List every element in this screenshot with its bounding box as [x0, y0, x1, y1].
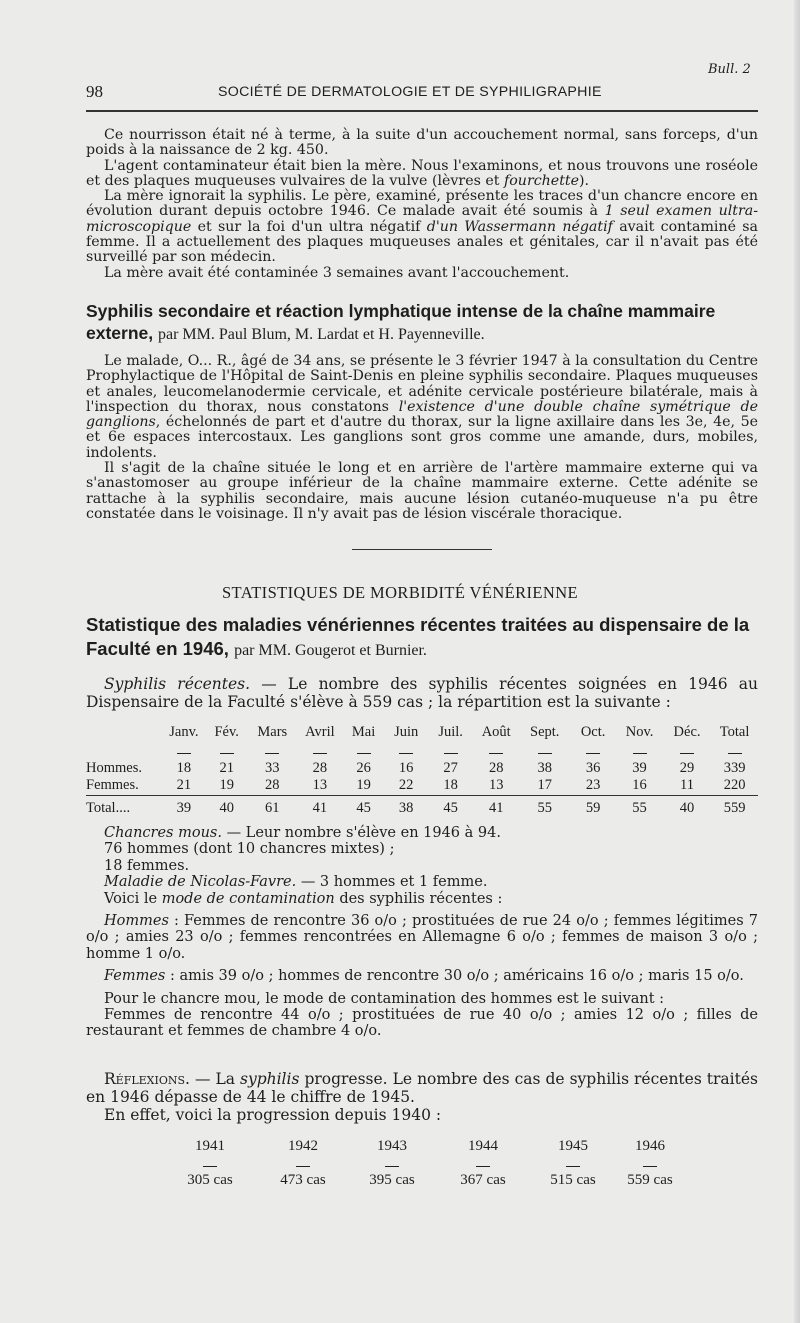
table-cell: 45 — [356, 799, 371, 816]
article-body — [86, 354, 758, 522]
text: Voici le — [104, 890, 158, 907]
dash-row — [86, 742, 758, 759]
dash — [428, 742, 472, 759]
progression-column — [610, 1138, 690, 1189]
month-header: Total — [719, 723, 750, 740]
cases: 559 cas — [627, 1172, 673, 1188]
month-header: Juil. — [438, 723, 463, 740]
paragraph: 18 femmes. — [104, 857, 190, 874]
table-cell: 29 — [679, 759, 695, 776]
header-rule — [86, 110, 758, 112]
paragraph: La mère avait été contaminée 3 semaines avant l'accouchement. — [104, 264, 570, 281]
text: et sur la foi d'un ultra négatif — [197, 218, 421, 235]
page-number: 98 — [86, 82, 103, 101]
table-cell: 40 — [679, 799, 695, 816]
paragraph — [86, 354, 758, 461]
month-header: Avril — [305, 723, 335, 740]
dash — [533, 1155, 613, 1172]
reflexions-section — [86, 1070, 758, 1124]
dash — [170, 1155, 250, 1172]
contamination-section — [86, 825, 758, 1040]
dash — [162, 742, 205, 759]
year: 1944 — [468, 1138, 498, 1154]
table-cell: 45 — [443, 799, 458, 816]
table-cell: 28 — [312, 759, 328, 776]
dash — [711, 742, 758, 759]
italic-text: fourchette — [504, 172, 580, 189]
text: des syphilis récentes : — [339, 890, 503, 907]
table-cell: 40 — [219, 799, 234, 816]
article-title — [86, 613, 758, 663]
dash — [570, 742, 616, 759]
text: L'agent contaminateur était bien la mère. Nous l'examinons, et nous trouvons une roséole et des plaques muqueuses vulvaires de la vulve (lèvres et — [86, 157, 758, 189]
year: 1946 — [635, 1138, 665, 1154]
dash — [248, 742, 297, 759]
table-cell: 39 — [632, 759, 647, 776]
year: 1945 — [558, 1138, 588, 1154]
section-divider — [352, 549, 492, 550]
dash — [616, 742, 663, 759]
table-cell: 28 — [265, 777, 280, 794]
paragraph — [86, 913, 758, 962]
progression-column — [533, 1138, 613, 1189]
table-cell: 36 — [585, 759, 601, 776]
table-cell: 55 — [537, 799, 552, 816]
table-cell: 21 — [219, 759, 234, 776]
month-header: Oct. — [580, 723, 606, 740]
dash — [263, 1155, 343, 1172]
text: — Leur nombre s'élève en 1946 à 94. — [226, 825, 501, 841]
paragraph — [86, 891, 758, 907]
month-header: Mai — [351, 723, 376, 740]
cases: 367 cas — [460, 1172, 506, 1188]
paragraph: Il s'agit de la chaîne située le long et en arrière de l'artère mammaire externe qui va s'anastomoser au groupe inférieur de la chaîne mammaire externe. Cette adénite se rattache à la syphilis secondaire, mais aucune lésion cutanéo-muqueuse n'a pu être constatée dans le voisinage. Il n'y avait pas de lésion viscérale thoracique. — [86, 460, 758, 522]
text: ). — [579, 172, 590, 189]
table-cell: 559 — [723, 799, 746, 816]
table-cell: 19 — [219, 777, 234, 794]
table-cell: 11 — [680, 777, 694, 794]
paragraph — [86, 1070, 758, 1106]
italic-text: d'un Wassermann négatif — [426, 218, 613, 235]
table-cell: 18 — [176, 759, 192, 776]
title-text: Statistique des maladies vénériennes récentes traitées au dispensaire de la Faculté en 1946, — [86, 614, 750, 659]
text: : amis 39 o/o ; hommes de rencontre 30 o/o ; américains 16 o/o ; maris 15 o/o. — [169, 968, 744, 985]
month-header: Mars — [257, 723, 288, 740]
text: avait contaminé sa femme. Il a actuellement des plaques muqueuses anales et génitales, car il n'avait pas été surveillé par son médecin. — [86, 218, 759, 266]
text: : Femmes de rencontre 36 o/o ; prostituées de rue 24 o/o ; femmes légitimes 7 o/o ; amies 23 o/o ; femmes rencontrées en Allemagne 6 o/o ; femmes de maison 3 o/o ; homme 1 o/o. — [86, 913, 759, 962]
table-row — [86, 777, 758, 795]
table-header-row — [86, 722, 758, 742]
month-header: Nov. — [625, 723, 654, 740]
paragraph: Ce nourrisson était né à terme, à la suite d'un accouchement normal, sans forceps, d'un poids à la naissance de 2 kg. 450. — [86, 127, 758, 159]
italic-text: Chancres mous. — [104, 825, 222, 841]
table-cell: 55 — [632, 799, 647, 816]
table-cell: 38 — [398, 799, 414, 816]
paragraph: 76 hommes (dont 10 chancres mixtes) ; — [104, 841, 395, 858]
dash — [343, 742, 384, 759]
table-cell: 22 — [398, 777, 414, 794]
case-report-paragraphs — [86, 128, 758, 281]
italic-text: Syphilis récentes. — [104, 675, 251, 693]
paragraph — [86, 189, 758, 265]
progression-column — [443, 1138, 523, 1189]
table-cell: 16 — [398, 759, 414, 776]
progression-column — [352, 1138, 432, 1189]
cases: 473 cas — [280, 1172, 326, 1188]
paragraph — [86, 825, 758, 841]
month-header: Sept. — [530, 723, 560, 740]
paragraph: Pour le chancre mou, le mode de contamination des hommes est le suivant : — [104, 990, 665, 1007]
article-authors: par MM. Gougerot et Burnier. — [234, 642, 427, 659]
cases: 515 cas — [550, 1172, 596, 1188]
year: 1942 — [288, 1138, 318, 1154]
row-label: Total.... — [86, 799, 131, 816]
page-edge — [794, 0, 800, 1323]
cases: 395 cas — [369, 1172, 415, 1188]
dash — [520, 742, 570, 759]
table-cell: 220 — [723, 777, 746, 794]
table-cell: 339 — [723, 759, 746, 776]
table-cell — [86, 742, 162, 759]
month-header: Août — [481, 723, 511, 740]
table-corner — [86, 722, 162, 742]
table-cell: 61 — [265, 799, 280, 816]
dash — [610, 1155, 690, 1172]
italic-text: 1 seul examen ultra-microscopique — [86, 203, 758, 235]
italic-text: l'existence d'une double chaîne symétrique de ganglions — [86, 398, 759, 431]
progression-column — [170, 1138, 250, 1189]
table-cell: 41 — [312, 799, 328, 816]
table-cell: 16 — [632, 777, 647, 794]
month-header: Fév. — [214, 723, 239, 740]
table-cell: 27 — [443, 759, 458, 776]
running-title: SOCIÉTÉ DE DERMATOLOGIE ET DE SYPHILIGRAPHIE — [218, 84, 602, 100]
dash — [473, 742, 520, 759]
month-header: Janv. — [169, 723, 199, 740]
dash — [384, 742, 428, 759]
text: — Le nombre des syphilis récentes soignées en 1946 au Dispensaire de la Faculté s'élève à 559 cas ; la répartition est la suivante : — [86, 675, 758, 711]
table-cell: 17 — [537, 777, 552, 794]
article-title — [86, 300, 758, 346]
text: La mère ignorait la syphilis. Le père, examiné, présente les traces d'un chancre encore en évolution durant depuis octobre 1946. Ce malade avait été soumis à — [86, 188, 758, 220]
table-cell: 33 — [265, 759, 280, 776]
text: — La — [194, 1070, 235, 1088]
paragraph — [86, 874, 758, 890]
dash — [352, 1155, 432, 1172]
dash — [663, 742, 711, 759]
reflexions-label: Réflexions. — [104, 1070, 190, 1088]
progression-table — [170, 1138, 673, 1198]
table-cell: 38 — [537, 759, 552, 776]
table-cell: 21 — [176, 777, 192, 794]
text: progresse. Le nombre des cas de syphilis récentes traités en 1946 dépasse de 44 le chiffre de 1945. — [86, 1070, 758, 1106]
year: 1943 — [377, 1138, 407, 1154]
table-cell: 18 — [443, 777, 458, 794]
italic-text: Hommes — [104, 913, 169, 930]
italic-text: syphilis — [239, 1070, 300, 1088]
text: , échelonnés de part et d'autre du thorax, sur la ligne axillaire dans les 3e, 4e, 5e et 6e espaces intercostaux. Les ganglions sont gros comme une amande, durs, mobiles, indolents. — [86, 414, 758, 461]
monthly-table — [86, 722, 758, 821]
dash — [443, 1155, 523, 1172]
dash — [297, 742, 344, 759]
paragraph — [86, 968, 758, 984]
table-cell: 26 — [356, 759, 371, 776]
table-cell: 39 — [176, 799, 192, 816]
year: 1941 — [195, 1138, 225, 1154]
total-row — [86, 795, 758, 821]
table-cell: 28 — [488, 759, 504, 776]
section-heading: STATISTIQUES DE MORBIDITÉ VÉNÉRIENNE — [221, 583, 579, 602]
cases: 305 cas — [187, 1172, 233, 1188]
article-authors: par MM. Paul Blum, M. Lardat et H. Payenneville. — [158, 326, 485, 343]
row-label: Femmes. — [86, 777, 139, 794]
text: Le malade, O... R., âgé de 34 ans, se présente le 3 février 1947 à la consultation du Centre Prophylactique de l'Hôpital de Saint-Denis en pleine syphilis secondaire. Plaques muqueuses et anales, leucomelanodermie cervicale, et adénite cervicale postérieure bilatérale, mais à l'inspection du thorax, nous constatons — [86, 353, 758, 415]
table-cell: 41 — [488, 799, 504, 816]
table-cell: 13 — [488, 777, 504, 794]
progression-column — [263, 1138, 343, 1189]
paragraph: En effet, voici la progression depuis 1940 : — [104, 1106, 442, 1124]
paragraph: Femmes de rencontre 44 o/o ; prostituées de rue 40 o/o ; amies 12 o/o ; filles de restaurant et femmes de chambre 4 o/o. — [86, 1007, 758, 1040]
paragraph — [86, 159, 758, 190]
italic-text: Maladie de Nicolas-Favre. — [104, 874, 297, 891]
table-cell: 13 — [312, 777, 328, 794]
dash — [205, 742, 248, 759]
table-cell: 59 — [585, 799, 601, 816]
text: — 3 hommes et 1 femme. — [300, 874, 488, 891]
stat-intro — [86, 675, 758, 711]
italic-text: mode de contamination — [161, 890, 335, 907]
table-cell: 19 — [356, 777, 371, 794]
month-header: Juin — [394, 723, 419, 740]
row-label: Hommes. — [86, 759, 142, 776]
bull-ref: Bull. 2 — [708, 62, 751, 77]
month-header: Déc. — [673, 723, 701, 740]
table-row — [86, 759, 758, 777]
italic-text: Femmes — [104, 968, 166, 985]
title-text: Syphilis secondaire et réaction lymphatique intense de la chaîne mammaire externe, — [86, 301, 716, 343]
paragraph — [86, 675, 758, 711]
table-cell: 23 — [585, 777, 601, 794]
